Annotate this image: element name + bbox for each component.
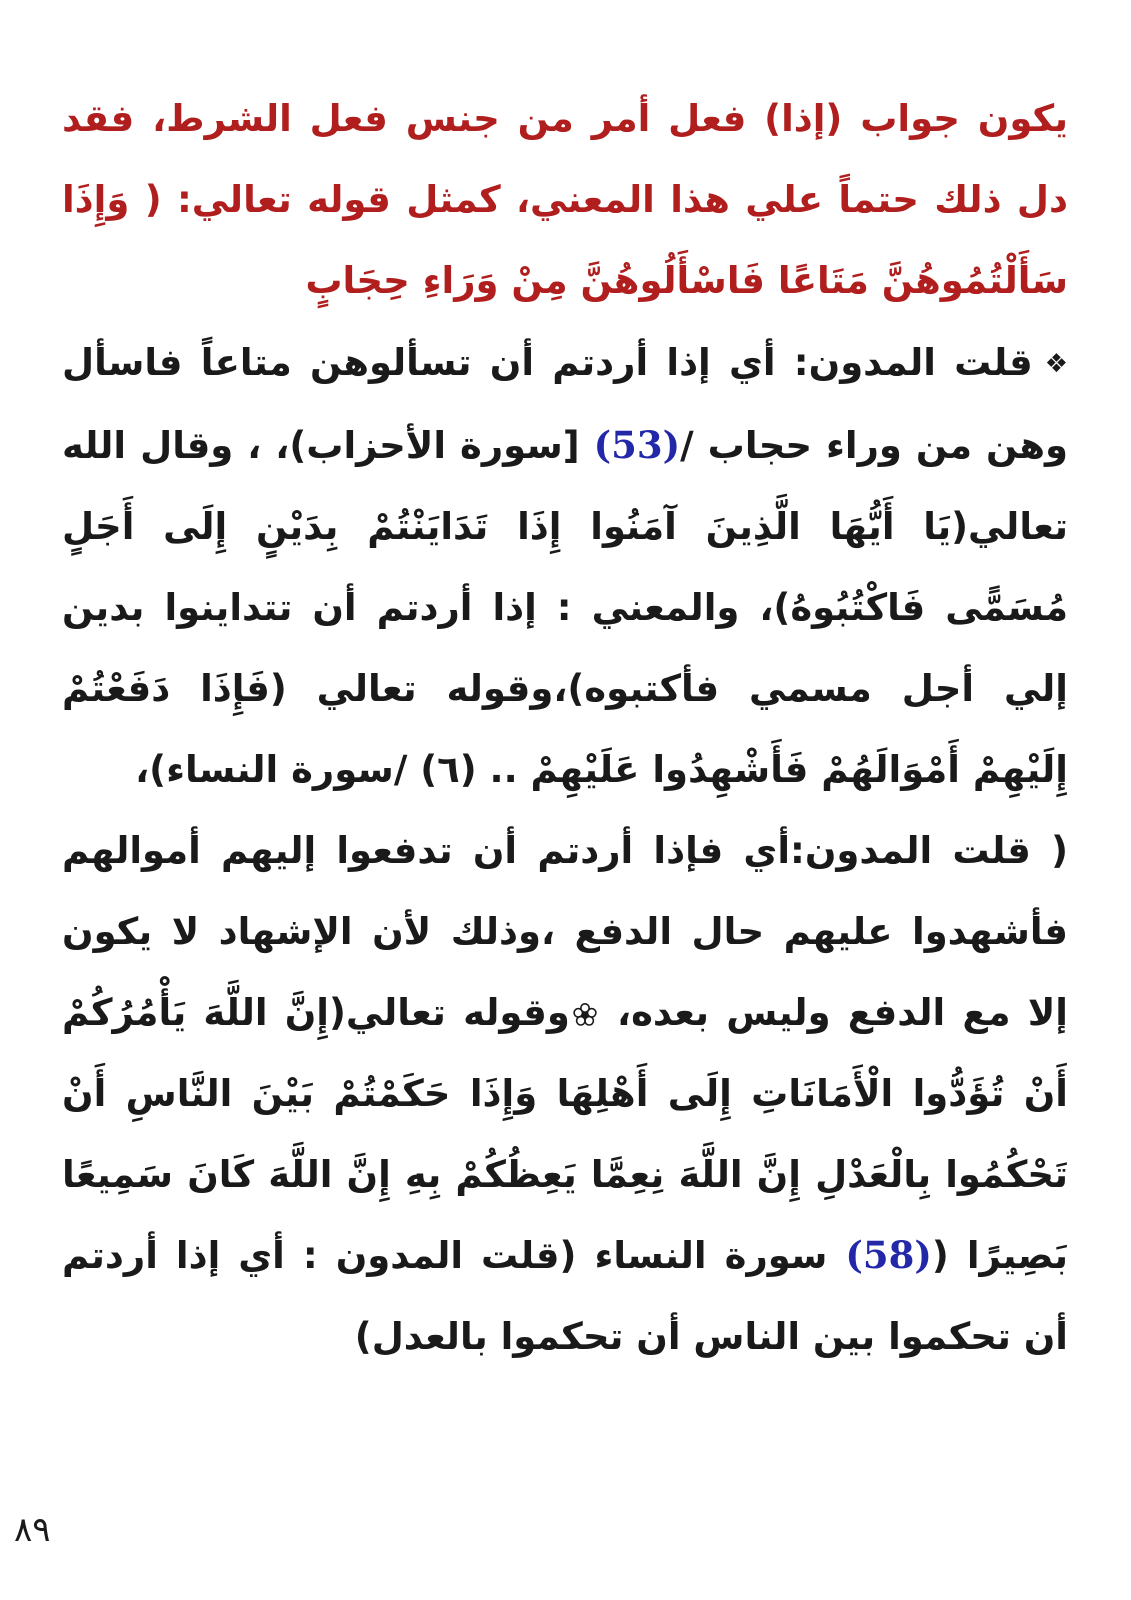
page-number: ٨٩ xyxy=(14,1510,51,1550)
verse-number-58: (58) xyxy=(845,1233,932,1277)
paragraph-2-text-c: سورة النساء (قلت المدون : أي إذا أردتم أن تحكموا بين الناس أن تحكموا بالعدل) xyxy=(62,1234,1068,1358)
verse-number-53: (53) xyxy=(593,423,681,467)
intro-text: يكون جواب (إذا) فعل أمر من جنس فعل الشرط، فقد دل ذلك حتماً علي هذا المعني، كمثل قوله تعالي: ( وَإِذَا سَأَلْتُمُوهُنَّ مَتَاعًا فَاسْأَلُوهُنَّ مِنْ وَرَاءِ حِجَابٍ xyxy=(62,97,1068,302)
flower-icon xyxy=(572,1002,598,1028)
paragraph-1-text-a: قلت المدون: أي إذا أردتم أن تسألوهن متاعاً فاسأل وهن من وراء حجاب / xyxy=(62,341,1068,467)
paragraph-2 xyxy=(62,810,1068,1377)
paragraph-1-text-b: [سورة الأحزاب)، ، وقال الله تعالي(يَا أَيُّهَا الَّذِينَ آمَنُوا إِذَا تَدَايَنْتُمْ بِدَيْنٍ إِلَى أَجَلٍ مُسَمًّى فَاكْتُبُوهُ)، والمعني : إذا أردتم أن تتداينوا بدين إلي أجل مسمي فأكتبوه)،وقوله تعالي (فَإِذَا دَفَعْتُمْ إِلَيْهِمْ أَمْوَالَهُمْ فَأَشْهِدُوا عَلَيْهِمْ .. (٦) /سورة النساء)، xyxy=(62,424,1068,791)
intro-paragraph xyxy=(62,78,1068,321)
paragraph-1 xyxy=(62,322,1068,810)
diamond-bullet-icon: ❖ xyxy=(1044,349,1068,379)
paragraph-2-text-a: ( قلت المدون:أي فإذا أردتم أن تدفعوا إليهم أموالهم فأشهدوا عليهم حال الدفع ،وذلك لأن الإشهاد لا يكون إلا مع الدفع وليس بعده، xyxy=(62,829,1068,1034)
paragraph-2-text-b: وقوله تعالي(إِنَّ اللَّهَ يَأْمُرُكُمْ أَنْ تُؤَدُّوا الْأَمَانَاتِ إِلَى أَهْلِهَا وَإِذَا حَكَمْتُمْ بَيْنَ النَّاسِ أَنْ تَحْكُمُوا بِالْعَدْلِ إِنَّ اللَّهَ نِعِمَّا يَعِظُكُمْ بِهِ إِنَّ اللَّهَ كَانَ سَمِيعًا بَصِيرًا ( xyxy=(62,991,1068,1277)
body-section xyxy=(62,322,1068,1377)
